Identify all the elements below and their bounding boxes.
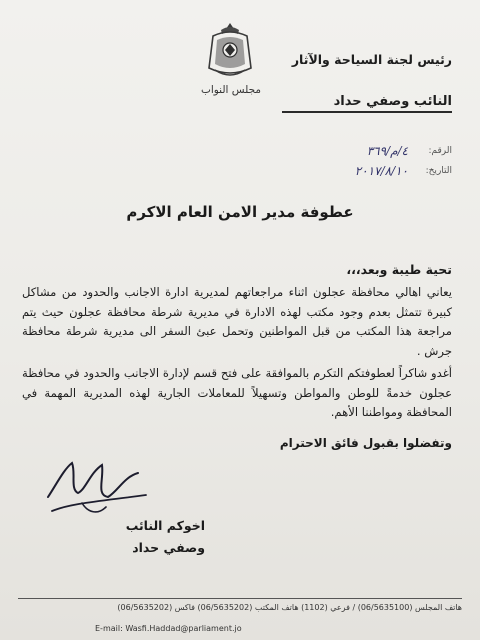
- signatory-name: وصفي حداد: [132, 540, 205, 555]
- addressee-heading: عطوفة مدير الامن العام الاكرم: [126, 203, 354, 221]
- jordan-emblem-icon: [205, 20, 255, 82]
- body-paragraph-1: يعاني اهالي محافظة عجلون اثناء مراجعاتهم لمديرية ادارة الاجانب والحدود من مشاكل كبيرة تتمثل بعدم وجود مكتب لهذه الادارة في مديرية شرطة محافظة عجلون حيث يتم مراجعة هذا المكتب من قبل المواطنين وتحمل عبئ السفر الى مديرية شرطة محافظة جرش .: [22, 285, 452, 358]
- reference-number-value: ٤/م/٣٦٩: [366, 144, 408, 158]
- footer-contacts: هاتف المجلس (06/5635100) / فرعي (1102) هاتف المكتب (06/5635202) فاكس (06/5635202): [117, 603, 462, 612]
- letterhead-name: النائب وصفي حداد: [282, 94, 452, 113]
- date-label: التاريخ:: [425, 166, 452, 176]
- body-paragraph-2: أغدو شاكراً لعطوفتكم التكرم بالموافقة على فتح قسم لإدارة الاجانب والحدود في محافظة عجلون خدمةً للوطن والمواطن وتسهيلاً للمعاملات الجارية لهذه المديرية المهمة في المحافظة ومواطننا الأهم.: [22, 366, 452, 419]
- footer-divider: [18, 598, 462, 599]
- parliament-label: مجلس النواب: [200, 84, 262, 96]
- reference-number-line: [252, 146, 452, 160]
- greeting: تحية طيبة وبعد،،،: [346, 262, 452, 277]
- date-value: ٢٠١٧/٨/١٠: [354, 164, 408, 178]
- date-line: [252, 166, 452, 180]
- reference-number-label: الرقم:: [428, 146, 452, 156]
- footer-email: E-mail: Wasfi.Haddad@parliament.jo: [95, 624, 242, 633]
- closing-line: وتفضلوا بقبول فائق الاحترام: [279, 436, 452, 450]
- signatory-title: اخوكم النائب: [125, 518, 205, 533]
- letterhead-title: رئيس لجنة السياحة والآثار: [291, 52, 452, 67]
- handwritten-signature: [42, 455, 152, 525]
